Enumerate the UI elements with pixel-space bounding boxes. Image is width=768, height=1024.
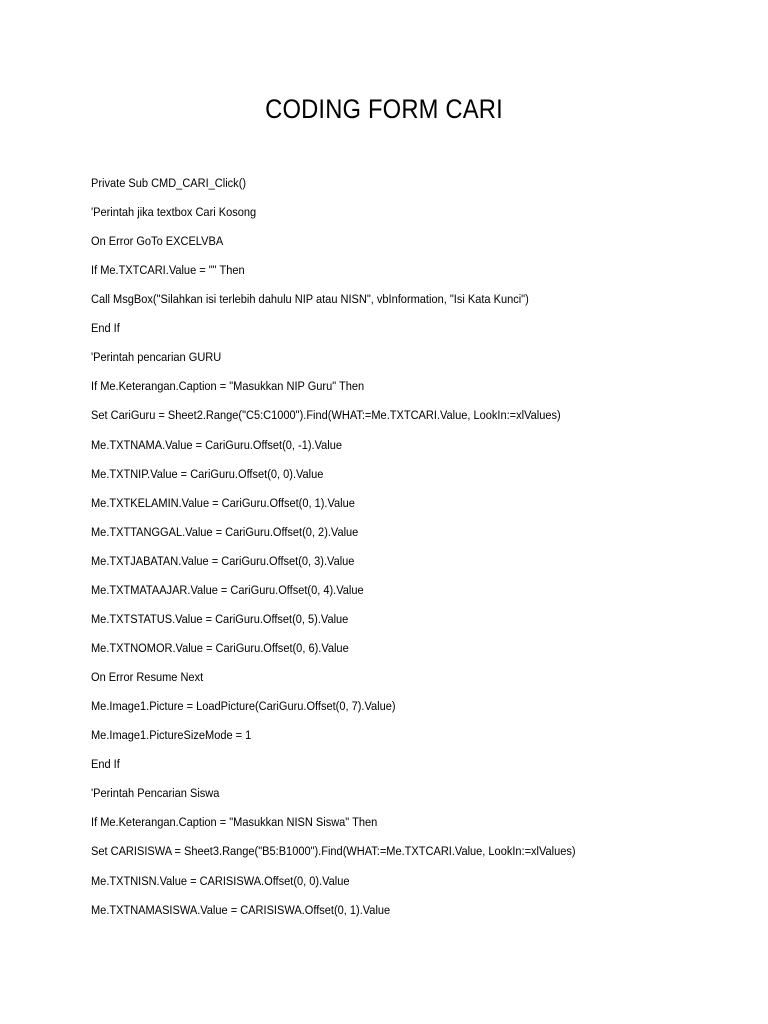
code-line: End If <box>91 757 120 771</box>
code-line: Me.TXTKELAMIN.Value = CariGuru.Offset(0, 1).Value <box>91 496 355 510</box>
code-line: End If <box>91 321 120 335</box>
code-line: Me.TXTNAMASISWA.Value = CARISISWA.Offset(0, 1).Value <box>91 903 391 917</box>
code-line: Me.Image1.Picture = LoadPicture(CariGuru.Offset(0, 7).Value) <box>91 699 396 713</box>
code-line: On Error GoTo EXCELVBA <box>91 234 224 248</box>
code-line: Me.TXTJABATAN.Value = CariGuru.Offset(0, 3).Value <box>91 554 355 568</box>
code-line: Me.Image1.PictureSizeMode = 1 <box>91 728 252 742</box>
code-line: Me.TXTNISN.Value = CARISISWA.Offset(0, 0).Value <box>91 874 350 888</box>
code-line: Private Sub CMD_CARI_Click() <box>91 176 247 190</box>
code-line: If Me.Keterangan.Caption = "Masukkan NIP Guru" Then <box>91 379 365 393</box>
code-line: Set CariGuru = Sheet2.Range("C5:C1000").Find(WHAT:=Me.TXTCARI.Value, LookIn:=xlValues) <box>91 408 561 422</box>
code-line: Me.TXTNOMOR.Value = CariGuru.Offset(0, 6).Value <box>91 641 349 655</box>
code-line: 'Perintah Pencarian Siswa <box>91 786 220 800</box>
code-line: Me.TXTNIP.Value = CariGuru.Offset(0, 0).Value <box>91 467 324 481</box>
code-line: 'Perintah pencarian GURU <box>91 350 222 364</box>
code-line: If Me.TXTCARI.Value = "" Then <box>91 263 245 277</box>
code-line: Call MsgBox("Silahkan isi terlebih dahulu NIP atau NISN", vbInformation, "Isi Kata Kunci") <box>91 292 529 306</box>
code-line: Me.TXTMATAAJAR.Value = CariGuru.Offset(0, 4).Value <box>91 583 364 597</box>
code-line: Me.TXTNAMA.Value = CariGuru.Offset(0, -1).Value <box>91 438 342 452</box>
code-line: Set CARISISWA = Sheet3.Range("B5:B1000").Find(WHAT:=Me.TXTCARI.Value, LookIn:=xlValues) <box>91 844 576 858</box>
code-line: Me.TXTTANGGAL.Value = CariGuru.Offset(0, 2).Value <box>91 525 359 539</box>
code-line: If Me.Keterangan.Caption = "Masukkan NISN Siswa" Then <box>91 815 378 829</box>
code-line: 'Perintah jika textbox Cari Kosong <box>91 205 257 219</box>
code-line: Me.TXTSTATUS.Value = CariGuru.Offset(0, 5).Value <box>91 612 349 626</box>
page-title: CODING FORM CARI <box>265 94 503 124</box>
code-line: On Error Resume Next <box>91 670 204 684</box>
